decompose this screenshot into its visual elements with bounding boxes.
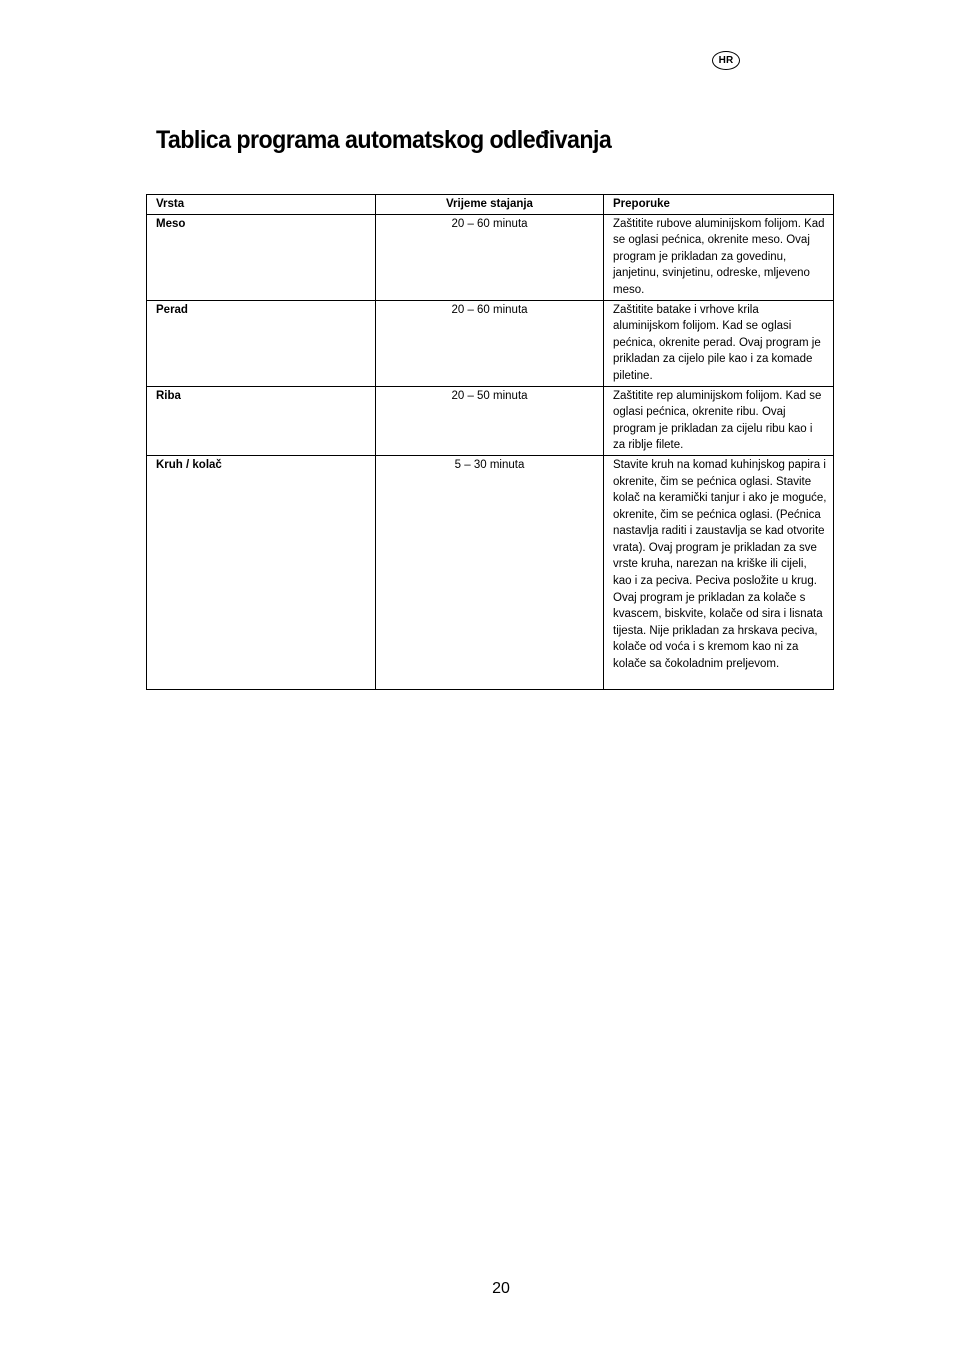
column-header-standing-time: Vrijeme stajanja <box>376 195 604 215</box>
cell-recommendation: Zaštitite rubove aluminijskom folijom. Kad se oglasi pećnica, okrenite meso. Ovaj program je prikladan za govedinu, janjetinu, svinjetinu, odreske, mljeveno meso. <box>604 214 834 300</box>
cell-standing-time: 20 – 60 minuta <box>376 214 604 300</box>
page-title: Tablica programa automatskog odleđivanja <box>156 126 612 154</box>
table-row-kruh-kolac <box>147 455 834 689</box>
column-header-type: Vrsta <box>147 195 376 215</box>
table-row-meso <box>147 214 834 300</box>
defrost-program-table <box>146 194 834 690</box>
language-badge: HR <box>712 51 740 70</box>
cell-type: Riba <box>147 386 376 455</box>
cell-recommendation: Zaštitite rep aluminijskom folijom. Kad se oglasi pećnica, okrenite ribu. Ovaj program je prikladan za cijelu ribu kao i za riblje filete. <box>604 386 834 455</box>
cell-recommendation: Stavite kruh na komad kuhinjskog papira i okrenite, čim se pećnica oglasi. Stavite kolač na keramički tanjur i ako je moguće, okrenite, čim se pećnica oglasi. (Pećnica nastavlja raditi i zaustavlja se kad otvorite vrata). Ovaj program je prikladan za sve vrste kruha, narezan na kriške ili cijeli, kao i za peciva. Peciva posložite u krug. Ovaj program je prikladan za kolače s kvascem, biskvite, kolače od sira i lisnata tijesta. Nije prikladan za hrskava peciva, kolače od voća i s kremom kao ni za kolače sa čokoladnim preljevom. <box>604 455 834 689</box>
cell-standing-time: 20 – 60 minuta <box>376 300 604 386</box>
cell-recommendation: Zaštitite batake i vrhove krila aluminijskom folijom. Kad se oglasi pećnica, okrenite perad. Ovaj program je prikladan za cijelo pile kao i za komade piletine. <box>604 300 834 386</box>
cell-type: Meso <box>147 214 376 300</box>
table-row-riba <box>147 386 834 455</box>
column-header-recommendations: Preporuke <box>604 195 834 215</box>
table-header-row <box>147 195 834 215</box>
page-number: 20 <box>492 1280 510 1297</box>
cell-type: Perad <box>147 300 376 386</box>
cell-standing-time: 20 – 50 minuta <box>376 386 604 455</box>
cell-type: Kruh / kolač <box>147 455 376 689</box>
cell-standing-time: 5 – 30 minuta <box>376 455 604 689</box>
table-row-perad <box>147 300 834 386</box>
